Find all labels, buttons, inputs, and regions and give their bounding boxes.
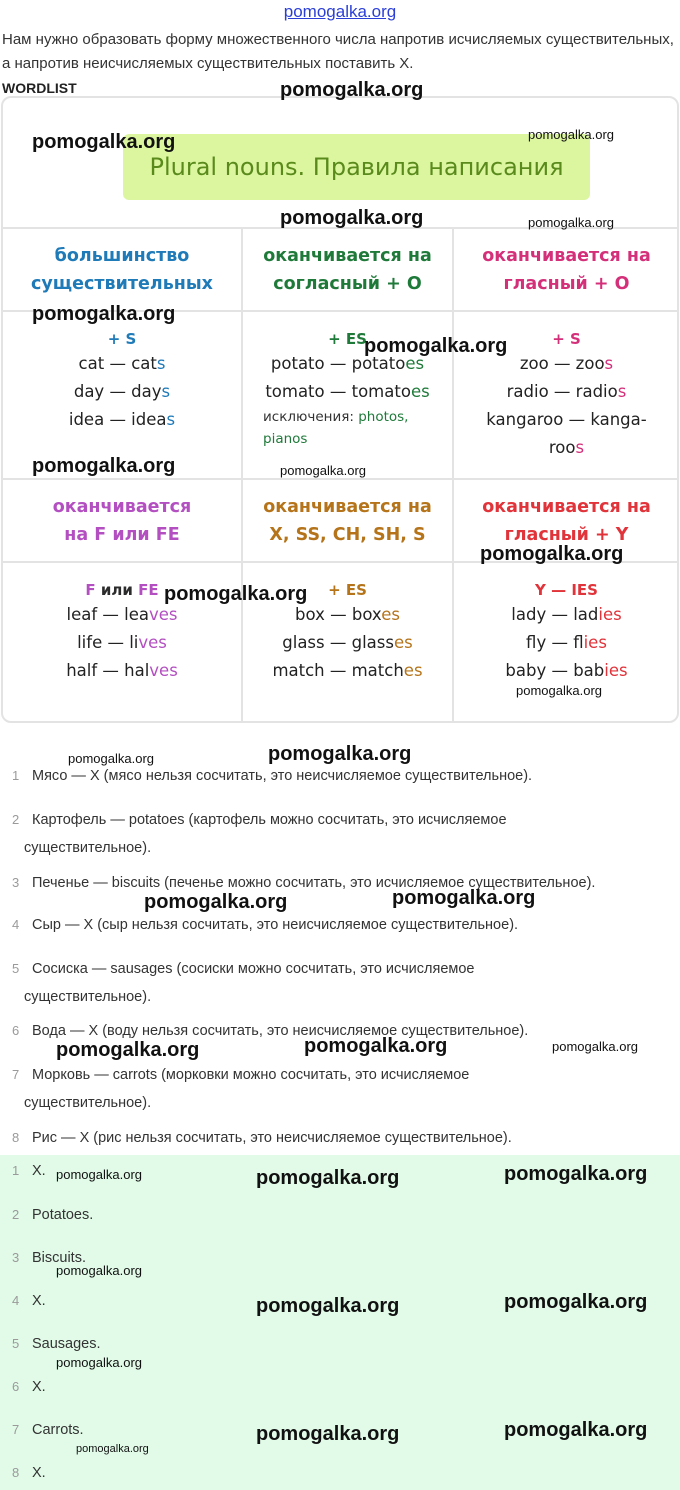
item-number: 7 — [12, 1067, 20, 1082]
item-text: Рис — X (рис нельзя сосчитать, это неисчисляемое существительное). — [32, 1130, 512, 1146]
item-text-continued: существительное). — [24, 1095, 152, 1111]
rule-label: + ES — [328, 330, 367, 348]
header-line: существительных — [31, 274, 213, 294]
example-row: half — halves — [66, 661, 178, 680]
example-row: glass — glasses — [282, 633, 413, 652]
rule-label: + S — [107, 330, 137, 348]
list-item — [0, 955, 680, 1011]
header-line: оканчивается на — [482, 497, 651, 517]
watermark: pomogalka.org — [76, 1443, 149, 1455]
watermark: pomogalka.org — [56, 1263, 142, 1278]
item-text-continued: существительное). — [24, 840, 152, 856]
plural-rules-table — [1, 96, 679, 723]
item-text: Морковь — carrots (морковки можно сосчитать, это исчисляемое — [32, 1067, 470, 1083]
item-text-continued: существительное). — [24, 989, 152, 1005]
watermark: pomogalka.org — [392, 887, 536, 909]
header-line: большинство — [54, 246, 190, 266]
answer-text: X. — [32, 1163, 46, 1179]
watermark: pomogalka.org — [56, 1355, 142, 1370]
item-text: Картофель — potatoes (картофель можно сосчитать, это исчисляемое — [32, 812, 507, 828]
example-row: day — days — [73, 382, 171, 401]
example-row: lady — ladies — [511, 605, 622, 624]
example-row: tomato — tomatoes — [265, 382, 430, 401]
examples-ies — [454, 579, 679, 685]
item-number: 3 — [12, 875, 20, 890]
answer-text: Carrots. — [32, 1422, 84, 1438]
watermark: pomogalka.org — [528, 215, 614, 230]
watermark: pomogalka.org — [504, 1291, 648, 1313]
watermark: pomogalka.org — [256, 1423, 400, 1445]
header-line: X, SS, CH, SH, S — [269, 525, 426, 545]
item-number: 8 — [12, 1130, 20, 1145]
item-text: Мясо — X (мясо нельзя сосчитать, это неисчисляемое существительное). — [32, 768, 533, 784]
header-x-ss-ch-sh-s — [243, 493, 452, 549]
item-text: Сыр — X (сыр нельзя сосчитать, это неисчисляемое существительное). — [32, 917, 519, 933]
rule-label: + ES — [328, 581, 367, 599]
item-number: 2 — [12, 812, 20, 827]
item-number: 1 — [12, 1163, 20, 1178]
example-row: idea — ideas — [68, 410, 176, 429]
example-row: kangaroo — kanga- — [486, 410, 647, 429]
example-row: match — matches — [272, 661, 423, 680]
watermark: pomogalka.org — [32, 131, 176, 153]
item-number: 2 — [12, 1207, 20, 1222]
header-vowel-o — [454, 242, 679, 298]
watermark: pomogalka.org — [280, 463, 366, 478]
example-row: fly — flies — [526, 633, 607, 652]
header-f-fe — [3, 493, 241, 549]
answer-text: X. — [32, 1293, 46, 1309]
watermark: pomogalka.org — [504, 1419, 648, 1441]
example-row: box — boxes — [295, 605, 400, 624]
watermark: pomogalka.org — [32, 455, 176, 477]
watermark: pomogalka.org — [364, 335, 508, 357]
header-line: оканчивается — [52, 497, 192, 517]
item-number: 5 — [12, 1336, 20, 1351]
header-vowel-y — [454, 493, 679, 549]
item-number: 4 — [12, 1293, 20, 1308]
rule-label: F или FE — [85, 581, 159, 599]
item-number: 6 — [12, 1023, 20, 1038]
wordlist-label: WORDLIST — [2, 80, 77, 96]
header-line: оканчивается на — [263, 246, 432, 266]
item-text: Сосиска — sausages (сосиски можно сосчитать, это исчисляемое — [32, 961, 475, 977]
example-row: potato — potatoes — [270, 354, 425, 373]
answer-text: Potatoes. — [32, 1207, 94, 1223]
watermark: pomogalka.org — [528, 127, 614, 142]
header-line: согласный + O — [273, 274, 422, 294]
watermark: pomogalka.org — [32, 303, 176, 325]
table-title-banner: Plural nouns. Правила написания — [123, 134, 590, 200]
item-number: 1 — [12, 768, 20, 783]
watermark: pomogalka.org — [504, 1163, 648, 1185]
watermark: pomogalka.org — [268, 743, 412, 765]
answer-text: Biscuits. — [32, 1250, 86, 1266]
example-row: roos — [548, 438, 585, 457]
header-line: на F или FE — [64, 525, 180, 545]
watermark: pomogalka.org — [516, 683, 602, 698]
example-row: radio — radios — [506, 382, 627, 401]
answer-text: Sausages. — [32, 1336, 101, 1352]
header-line: оканчивается на — [263, 497, 432, 517]
watermark: pomogalka.org — [56, 1039, 200, 1061]
watermark: pomogalka.org — [56, 1167, 142, 1182]
watermark: pomogalka.org — [304, 1035, 448, 1057]
watermark: pomogalka.org — [256, 1167, 400, 1189]
watermark: pomogalka.org — [68, 751, 154, 766]
watermark: pomogalka.org — [280, 79, 424, 101]
item-number: 5 — [12, 961, 20, 976]
watermark: pomogalka.org — [256, 1295, 400, 1317]
task-instruction: Нам нужно образовать форму множественного числа напротив исчисляемых существительных, а напротив неисчисляемых существительных поставить X. — [2, 31, 674, 72]
example-row: life — lives — [77, 633, 167, 652]
list-item — [0, 1061, 680, 1117]
exceptions-note: исключения: photos, pianos — [263, 409, 409, 447]
rule-label: Y — IES — [535, 581, 598, 599]
header-line: оканчивается на — [482, 246, 651, 266]
header-consonant-o — [243, 242, 452, 298]
answer-text: X. — [32, 1465, 46, 1481]
header-most-nouns — [3, 242, 241, 298]
item-number: 8 — [12, 1465, 20, 1480]
watermark: pomogalka.org — [164, 583, 308, 605]
example-row: cat — cats — [78, 354, 166, 373]
example-row: leaf — leaves — [66, 605, 178, 624]
watermark: pomogalka.org — [144, 891, 288, 913]
watermark: pomogalka.org — [552, 1039, 638, 1054]
item-number: 3 — [12, 1250, 20, 1265]
item-number: 6 — [12, 1379, 20, 1394]
list-item — [0, 806, 680, 862]
watermark: pomogalka.org — [480, 543, 624, 565]
example-row: baby — babies — [505, 661, 628, 680]
examples-plus-s — [3, 328, 241, 434]
item-number: 4 — [12, 917, 20, 932]
example-row: zoo — zoos — [519, 354, 614, 373]
item-text: Печенье — biscuits (печенье можно сосчитать, это исчисляемое существительное). — [32, 875, 596, 891]
rule-label: + S — [552, 330, 581, 348]
item-number: 7 — [12, 1422, 20, 1437]
site-title-link[interactable]: pomogalka.org — [283, 2, 397, 21]
header-line: гласный + Y — [504, 525, 629, 545]
watermark: pomogalka.org — [280, 207, 424, 229]
header-line: гласный + O — [503, 274, 630, 294]
answer-text: X. — [32, 1379, 46, 1395]
item-text: Вода — X (воду нельзя сосчитать, это неисчисляемое существительное). — [32, 1023, 529, 1039]
